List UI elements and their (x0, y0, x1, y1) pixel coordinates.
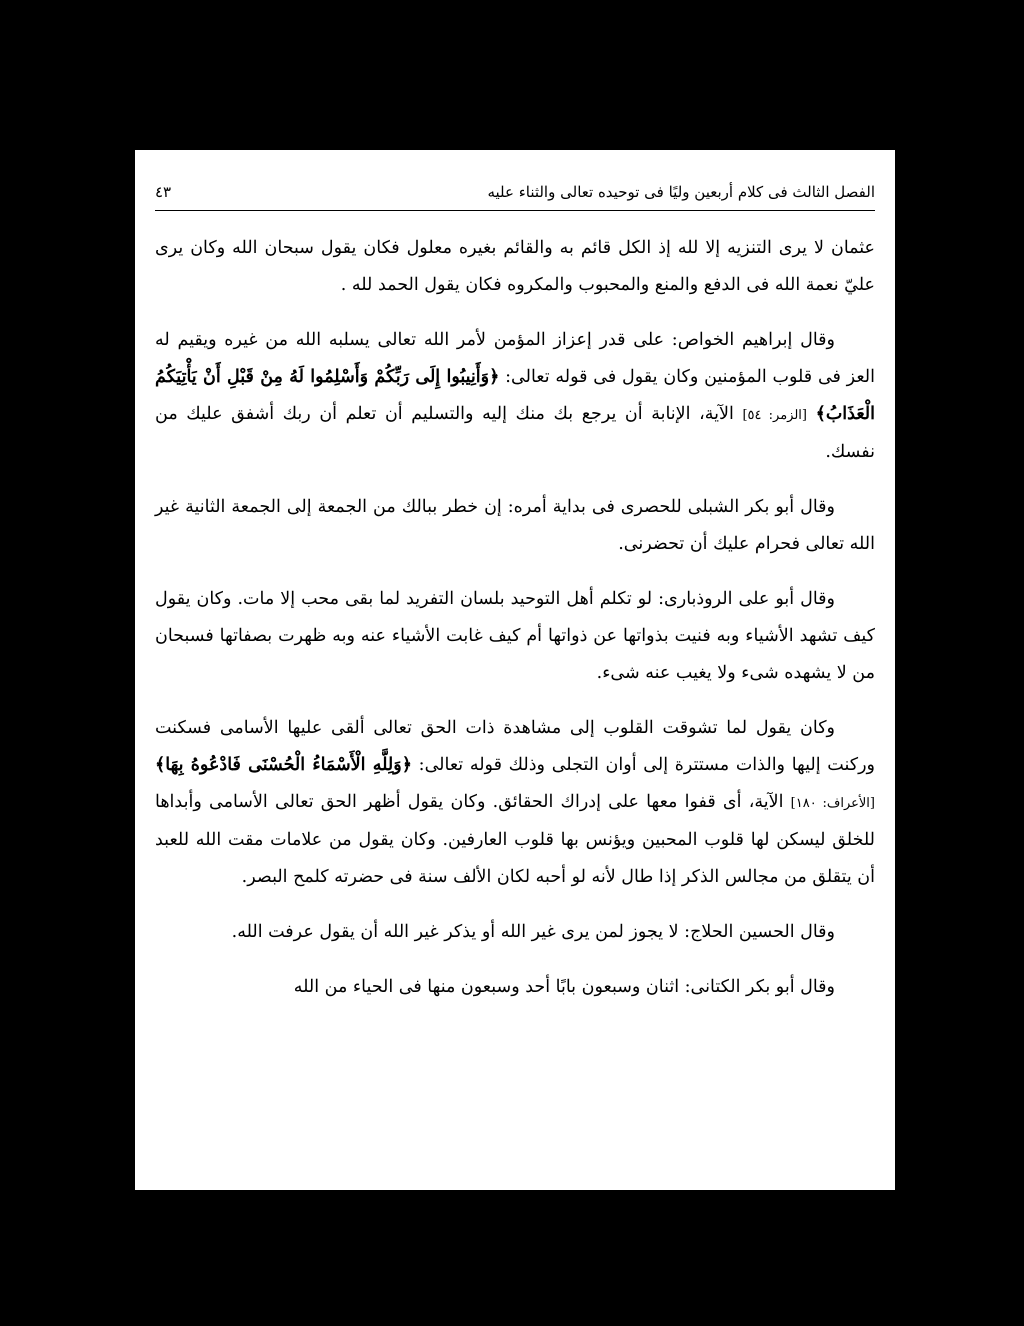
verse-reference: [الزمر: ٥٤] (742, 408, 807, 423)
paragraph-text: وكان يقول لما تشوقت القلوب إلى مشاهدة ذات الحق تعالى ألقى عليها الأسامى فسكنت وركنت إليها والذات مستترة إلى أوان التجلى وذلك قوله تعالى: (155, 718, 875, 775)
paragraph-text: الآية، الإنابة أن يرجع بك منك إليه والتسليم أن تعلم أن ربك أشفق عليك من نفسك. (155, 404, 875, 462)
paragraph-1 (155, 230, 875, 304)
paragraph-text: وقال أبو بكر الشبلى للحصرى فى بداية أمره: إن خطر ببالك من الجمعة إلى الجمعة الثانية غير الله تعالى فحرام عليك أن تحضرنى. (155, 497, 875, 554)
quran-verse: ﴿وَأَنِيبُوا إِلَى رَبِّكُمْ وَأَسْلِمُوا لَهُ مِنْ قَبْلِ أَنْ يَأْتِيَكُمُ الْعَذَابُ﴾ (155, 367, 875, 424)
paragraph-3 (155, 489, 875, 563)
header-divider (155, 210, 875, 211)
paragraph-5 (155, 710, 875, 896)
book-page (135, 150, 895, 1190)
quran-verse: ﴿وَلِلَّهِ الْأَسْمَاءُ الْحُسْنَى فَادْعُوهُ بِهَا﴾ (155, 755, 412, 775)
chapter-title: الفصل الثالث فى كلام أربعين وليًا فى توحيده تعالى والثناء عليه (487, 183, 875, 201)
page-header (155, 178, 875, 206)
page-number: ٤٣ (155, 183, 172, 201)
paragraph-2 (155, 322, 875, 471)
paragraph-text: وقال الحسين الحلاج: لا يجوز لمن يرى غير الله أو يذكر غير الله أن يقول عرفت الله. (231, 922, 835, 942)
paragraph-text: وقال أبو بكر الكتانى: اثنان وسبعون بابًا أحد وسبعون منها فى الحياء من الله (293, 977, 835, 997)
paragraph-4 (155, 581, 875, 692)
paragraph-7 (155, 969, 875, 1006)
paragraph-text: وقال أبو على الروذبارى: لو تكلم أهل التوحيد بلسان التفريد لما بقى محب إلا مات. وكان يقول كيف تشهد الأشياء وبه فنيت بذواتها عن ذواتها أم كيف غابت الأشياء عنه وبه ظهرت بصفاتها فسبحان من لا يشهده شىء ولا يغيب عنه شىء. (155, 589, 875, 683)
verse-reference: [الأعراف: ١٨٠] (790, 796, 875, 811)
paragraph-text: الآية، أى قفوا معها على إدراك الحقائق. وكان يقول أظهر الحق تعالى الأسامى وأبداها للخلق ليسكن لها قلوب المحبين ويؤنس بها قلوب العارفين. وكان يقول من علامات مقت الله للعبد أن يتقلق من مجالس الذكر إذا طال لأنه لو أحبه لكان الألف سنة فى حضرته كلمح البصر. (155, 792, 875, 887)
paragraph-6 (155, 914, 875, 951)
paragraph-text: وقال إبراهيم الخواص: على قدر إعزاز المؤمن لأمر الله تعالى يسلبه الله من غيره ويقيم له العز فى قلوب المؤمنين وكان يقول فى قوله تعالى: (155, 330, 875, 387)
page-body (155, 230, 875, 1024)
paragraph-text: عثمان لا يرى التنزيه إلا لله إذ الكل قائم به والقائم بغيره معلول فكان يقول سبحان الله وكان يرى عليّ نعمة الله فى الدفع والمنع والمحبوب والمكروه فكان يقول الحمد لله . (155, 238, 875, 295)
